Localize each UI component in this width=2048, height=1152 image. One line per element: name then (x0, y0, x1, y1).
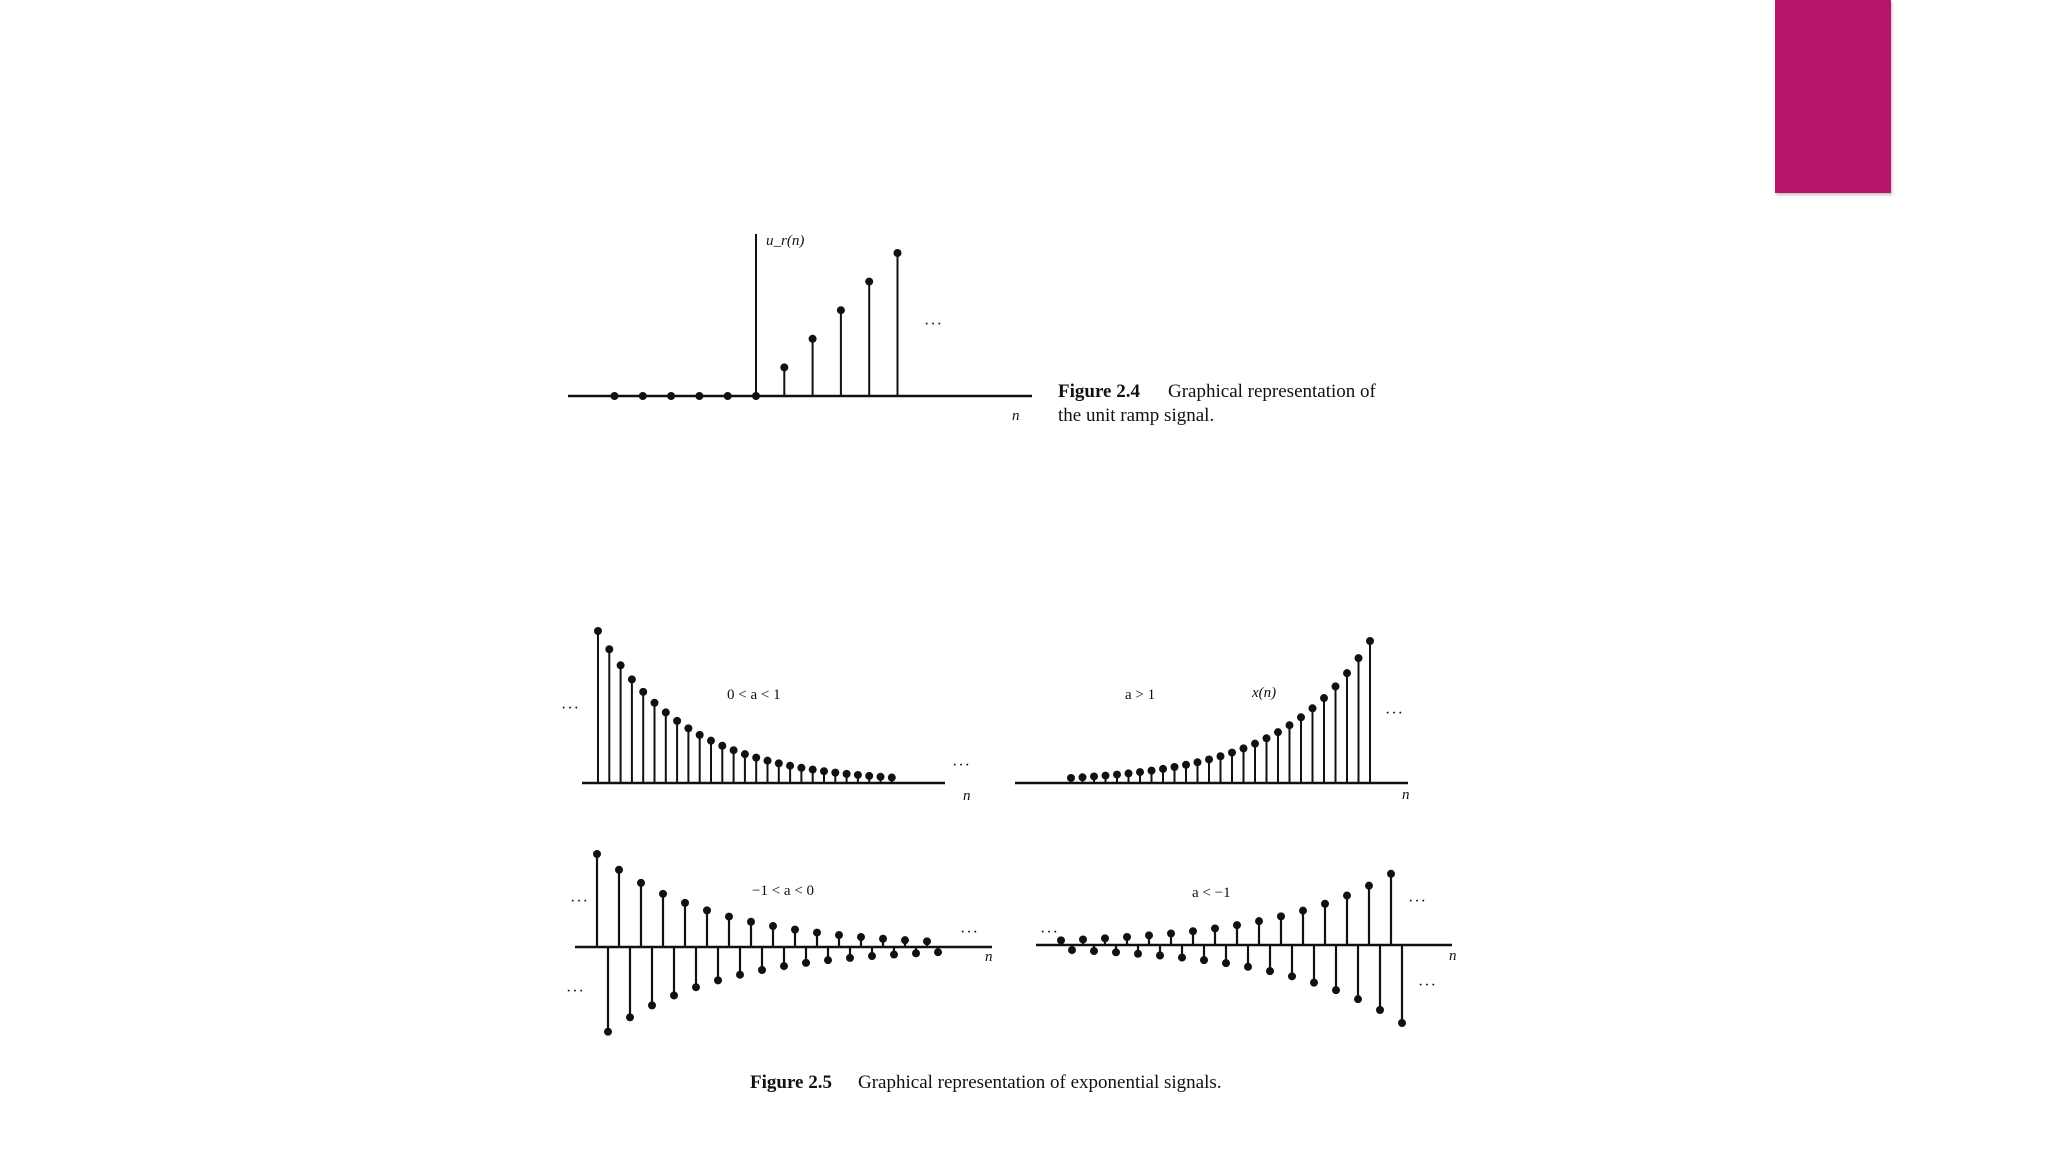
ramp-sample-dot (865, 278, 873, 286)
alt-grow-sample-dot (1178, 954, 1186, 962)
grow-sample-dot (1079, 773, 1087, 781)
alt-decay-sample-dot (615, 866, 623, 874)
ramp-sample-dot (611, 392, 619, 400)
panel3-condition-label: −1 < a < 0 (752, 883, 815, 899)
panel1-stems (594, 627, 896, 783)
panel-alternating-growing (1036, 870, 1457, 1027)
alt-decay-sample-dot (813, 929, 821, 937)
alt-decay-sample-dot (780, 962, 788, 970)
grow-sample-dot (1102, 772, 1110, 780)
alt-grow-sample-dot (1156, 951, 1164, 959)
panel2-axis-label: n (1402, 787, 1410, 803)
figure-2-4 (568, 233, 1377, 426)
alt-grow-sample-dot (1134, 950, 1142, 958)
ramp-sample-dot (780, 363, 788, 371)
fig25-caption-number: Figure 2.5 (750, 1072, 832, 1093)
decay-sample-dot (865, 772, 873, 780)
alt-grow-sample-dot (1354, 995, 1362, 1003)
alt-grow-sample-dot (1189, 927, 1197, 935)
grow-sample-dot (1286, 721, 1294, 729)
grow-sample-dot (1251, 740, 1259, 748)
decay-sample-dot (820, 767, 828, 775)
alt-decay-sample-dot (648, 1001, 656, 1009)
decay-sample-dot (877, 773, 885, 781)
alt-decay-sample-dot (747, 918, 755, 926)
panel4-axis-label: n (1449, 948, 1457, 964)
alt-decay-sample-dot (670, 991, 678, 999)
alt-grow-sample-dot (1211, 924, 1219, 932)
ramp-sample-dot (894, 249, 902, 257)
ramp-sample-dot (837, 306, 845, 314)
alt-grow-sample-dot (1376, 1006, 1384, 1014)
decay-sample-dot (673, 717, 681, 725)
alt-grow-sample-dot (1299, 907, 1307, 915)
panel2-right-ellipsis: ··· (1385, 705, 1404, 722)
grow-sample-dot (1332, 682, 1340, 690)
panel4-lower-ellipsis: ··· (1418, 977, 1437, 994)
decay-sample-dot (809, 766, 817, 774)
decay-sample-dot (662, 708, 670, 716)
alt-decay-sample-dot (604, 1028, 612, 1036)
alt-decay-sample-dot (868, 952, 876, 960)
decay-sample-dot (639, 688, 647, 696)
decay-sample-dot (718, 742, 726, 750)
fig24-ellipsis: ··· (924, 316, 943, 333)
decay-sample-dot (651, 699, 659, 707)
grow-sample-dot (1113, 771, 1121, 779)
fig24-signal-label: u_r(n) (766, 233, 805, 249)
alt-decay-sample-dot (714, 976, 722, 984)
alt-decay-sample-dot (835, 931, 843, 939)
alt-grow-sample-dot (1365, 882, 1373, 890)
grow-sample-dot (1309, 704, 1317, 712)
alt-grow-sample-dot (1145, 931, 1153, 939)
panel3-right-ellipsis: ··· (960, 924, 979, 941)
decay-sample-dot (707, 737, 715, 745)
grow-sample-dot (1136, 768, 1144, 776)
ramp-sample-dot (752, 392, 760, 400)
alt-decay-sample-dot (934, 948, 942, 956)
alt-decay-sample-dot (890, 951, 898, 959)
panel2-condition-label: a > 1 (1125, 687, 1156, 703)
alt-decay-sample-dot (857, 933, 865, 941)
panel2-stems (1067, 637, 1374, 783)
alt-grow-sample-dot (1222, 959, 1230, 967)
alt-decay-sample-dot (824, 956, 832, 964)
alt-grow-sample-dot (1310, 979, 1318, 987)
fig24-axis-label: n (1012, 408, 1020, 424)
panel3-stems (593, 850, 942, 1036)
alt-decay-sample-dot (626, 1013, 634, 1021)
panel-decaying (561, 627, 971, 804)
panel1-left-ellipsis: ··· (561, 700, 580, 717)
decay-sample-dot (764, 757, 772, 765)
figure-2-5 (561, 627, 1457, 1093)
decay-sample-dot (786, 762, 794, 770)
grow-sample-dot (1159, 765, 1167, 773)
ramp-sample-dot (809, 335, 817, 343)
panel3-lower-ellipsis: ··· (566, 983, 585, 1000)
ramp-sample-dot (667, 392, 675, 400)
alt-grow-sample-dot (1079, 935, 1087, 943)
alt-grow-sample-dot (1255, 917, 1263, 925)
grow-sample-dot (1228, 749, 1236, 757)
grow-sample-dot (1182, 761, 1190, 769)
grow-sample-dot (1263, 734, 1271, 742)
grow-sample-dot (1125, 769, 1133, 777)
fig24-caption-line2: the unit ramp signal. (1058, 405, 1215, 426)
alt-decay-sample-dot (769, 922, 777, 930)
decay-sample-dot (605, 645, 613, 653)
grow-sample-dot (1343, 669, 1351, 677)
grow-sample-dot (1205, 755, 1213, 763)
grow-sample-dot (1366, 637, 1374, 645)
alt-decay-sample-dot (802, 959, 810, 967)
alt-decay-sample-dot (681, 899, 689, 907)
grow-sample-dot (1274, 728, 1282, 736)
grow-sample-dot (1240, 744, 1248, 752)
grow-sample-dot (1217, 752, 1225, 760)
alt-decay-sample-dot (901, 936, 909, 944)
decay-sample-dot (797, 764, 805, 772)
decay-sample-dot (628, 675, 636, 683)
panel1-axis-label: n (963, 788, 971, 804)
alt-decay-sample-dot (736, 971, 744, 979)
alt-decay-sample-dot (791, 926, 799, 934)
grow-sample-dot (1171, 763, 1179, 771)
decay-sample-dot (617, 661, 625, 669)
alt-decay-sample-dot (659, 890, 667, 898)
decay-sample-dot (594, 627, 602, 635)
panel1-condition-label: 0 < a < 1 (727, 687, 781, 703)
decay-sample-dot (684, 724, 692, 732)
alt-grow-sample-dot (1332, 986, 1340, 994)
decay-sample-dot (752, 754, 760, 762)
fig24-caption-number: Figure 2.4 (1058, 381, 1140, 402)
ramp-sample-dot (695, 392, 703, 400)
alt-decay-sample-dot (692, 983, 700, 991)
alt-grow-sample-dot (1343, 892, 1351, 900)
grow-sample-dot (1090, 772, 1098, 780)
decay-sample-dot (831, 769, 839, 777)
fig24-caption-line1: Graphical representation of (1168, 381, 1376, 402)
alt-grow-sample-dot (1266, 967, 1274, 975)
grow-sample-dot (1355, 654, 1363, 662)
decay-sample-dot (730, 746, 738, 754)
grow-sample-dot (1297, 713, 1305, 721)
alt-grow-sample-dot (1288, 972, 1296, 980)
panel-growing (1015, 637, 1410, 803)
alt-decay-sample-dot (879, 935, 887, 943)
decay-sample-dot (741, 750, 749, 758)
alt-grow-sample-dot (1244, 963, 1252, 971)
alt-decay-sample-dot (593, 850, 601, 858)
grow-sample-dot (1194, 758, 1202, 766)
alt-grow-sample-dot (1112, 948, 1120, 956)
decay-sample-dot (696, 731, 704, 739)
alt-grow-sample-dot (1387, 870, 1395, 878)
alt-decay-sample-dot (758, 966, 766, 974)
panel4-stems (1057, 870, 1406, 1027)
panel4-upper-ellipsis: ··· (1408, 893, 1427, 910)
alt-decay-sample-dot (637, 879, 645, 887)
decay-sample-dot (888, 774, 896, 782)
decay-sample-dot (854, 771, 862, 779)
alt-grow-sample-dot (1090, 947, 1098, 955)
alt-grow-sample-dot (1167, 930, 1175, 938)
fig25-caption-text: Graphical representation of exponential signals. (858, 1072, 1222, 1093)
panel3-axis-label: n (985, 949, 993, 965)
grow-sample-dot (1067, 774, 1075, 782)
alt-grow-sample-dot (1398, 1019, 1406, 1027)
alt-grow-sample-dot (1123, 933, 1131, 941)
panel4-condition-label: a < −1 (1192, 885, 1231, 901)
alt-decay-sample-dot (703, 906, 711, 914)
alt-grow-sample-dot (1321, 900, 1329, 908)
ramp-sample-dot (724, 392, 732, 400)
decay-sample-dot (775, 759, 783, 767)
decay-sample-dot (843, 770, 851, 778)
alt-decay-sample-dot (923, 937, 931, 945)
ramp-sample-dot (639, 392, 647, 400)
alt-grow-sample-dot (1101, 934, 1109, 942)
alt-grow-sample-dot (1200, 956, 1208, 964)
alt-decay-sample-dot (846, 954, 854, 962)
alt-decay-sample-dot (725, 913, 733, 921)
grow-sample-dot (1320, 694, 1328, 702)
alt-decay-sample-dot (912, 949, 920, 957)
panel-alternating-decaying (566, 850, 993, 1036)
panel4-left-ellipsis: ··· (1040, 924, 1059, 941)
alt-grow-sample-dot (1068, 946, 1076, 954)
alt-grow-sample-dot (1277, 912, 1285, 920)
alt-grow-sample-dot (1233, 921, 1241, 929)
panel2-signal-label: x(n) (1252, 685, 1277, 701)
panel1-right-ellipsis: ··· (952, 757, 971, 774)
panel3-upper-ellipsis: ··· (570, 893, 589, 910)
grow-sample-dot (1148, 767, 1156, 775)
